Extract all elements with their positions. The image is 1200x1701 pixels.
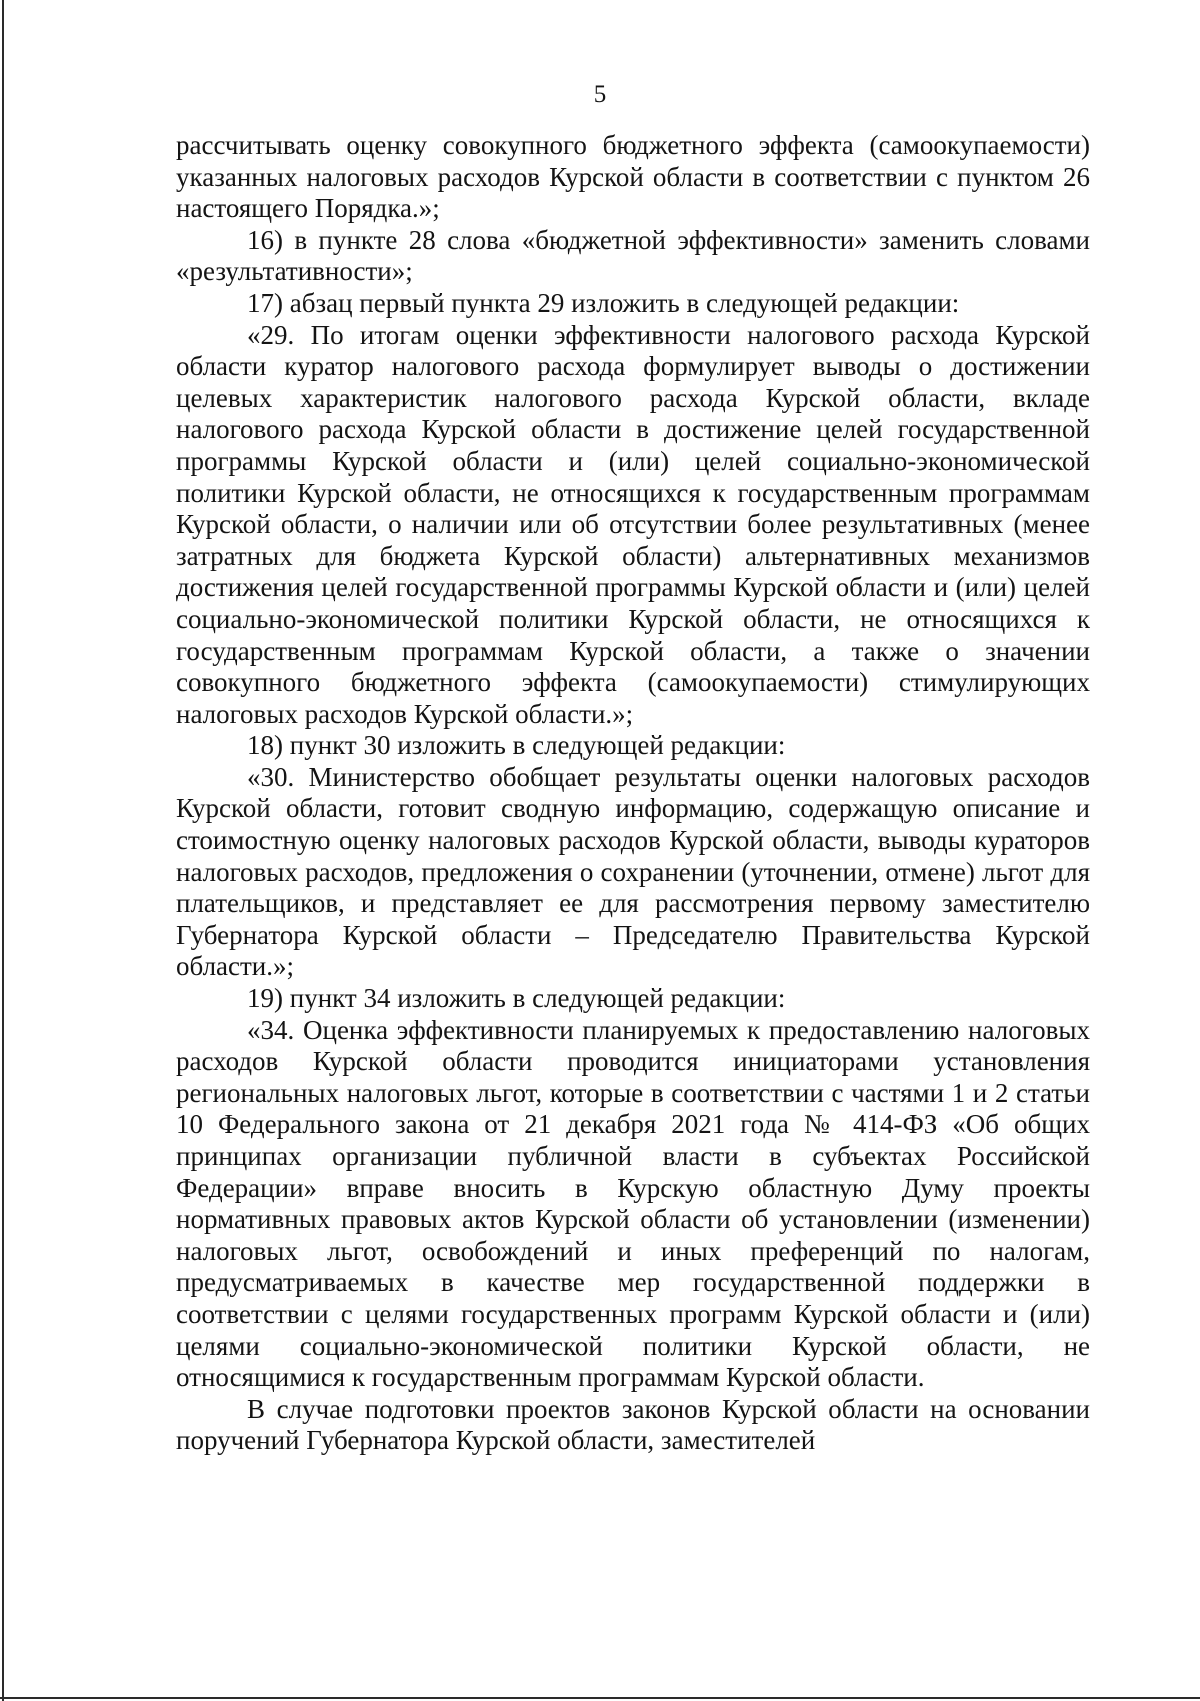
paragraph-item-18: 18) пункт 30 изложить в следующей редакции: (247, 730, 786, 761)
paragraph-clause-34-continuation: В случае подготовки проектов законов Курской области на основании поручений Губернатора Курской области, заместителей (176, 1393, 1090, 1456)
paragraph-item-19: 19) пункт 34 изложить в следующей редакции: (247, 983, 786, 1014)
scan-edge-left (2, 0, 4, 1701)
page-number: 5 (593, 81, 607, 108)
document-body (176, 130, 1090, 1457)
paragraph-clause-30: «30. Министерство обобщает результаты оценки налоговых расходов Курской области, готовит сводную информацию, содержащую описание и стоимостную оценку налоговых расходов Курской области, выводы кураторов налоговых расходов, предложения о сохранении (уточнении, отмене) льгот для плательщиков, и представляет ее для рассмотрения первому заместителю Губернатора Курской области – Председателю Правительства Курской области.»; (176, 761, 1090, 982)
paragraph-clause-29: «29. По итогам оценки эффективности налогового расхода Курской области куратор налогового расхода формулирует выводы о достижении целевых характеристик налогового расхода Курской области, вкладе налогового расхода Курской области в достижение целей государственной программы Курской области и (или) целей социально-экономической политики Курской области, не относящихся к государственным программам Курской области, о наличии или об отсутствии более результативных (менее затратных для бюджета Курской области) альтернативных механизмов достижения целей государственной программы Курской области и (или) целей социально-экономической политики Курской области, не относящихся к государственным программам Курской области, а также о значении совокупного бюджетного эффекта (самоокупаемости) стимулирующих налоговых расходов Курской области.»; (176, 319, 1090, 729)
paragraph-item-17: 17) абзац первый пункта 29 изложить в следующей редакции: (247, 287, 960, 318)
paragraph-item-16: 16) в пункте 28 слова «бюджетной эффективности» заменить словами «результативности»; (176, 224, 1090, 287)
scan-edge-bottom (0, 1697, 1200, 1699)
paragraph-continuation: рассчитывать оценку совокупного бюджетного эффекта (самоокупаемости) указанных налоговых расходов Курской области в соответствии с пунктом 26 настоящего Порядка.»; (176, 130, 1090, 224)
paragraph-clause-34: «34. Оценка эффективности планируемых к предоставлению налоговых расходов Курской области проводится инициаторами установления региональных налоговых льгот, которые в соответствии с частями 1 и 2 статьи 10 Федерального закона от 21 декабря 2021 года № 414-ФЗ «Об общих принципах организации публичной власти в субъектах Российской Федерации» вправе вносить в Курскую областную Думу проекты нормативных правовых актов Курской области об установлении (изменении) налоговых льгот, освобождений и иных преференций по налогам, предусматриваемых в качестве мер государственной поддержки в соответствии с целями государственных программ Курской области и (или) целями социально-экономической политики Курской области, не относящимися к государственным программам Курской области. (176, 1014, 1090, 1393)
